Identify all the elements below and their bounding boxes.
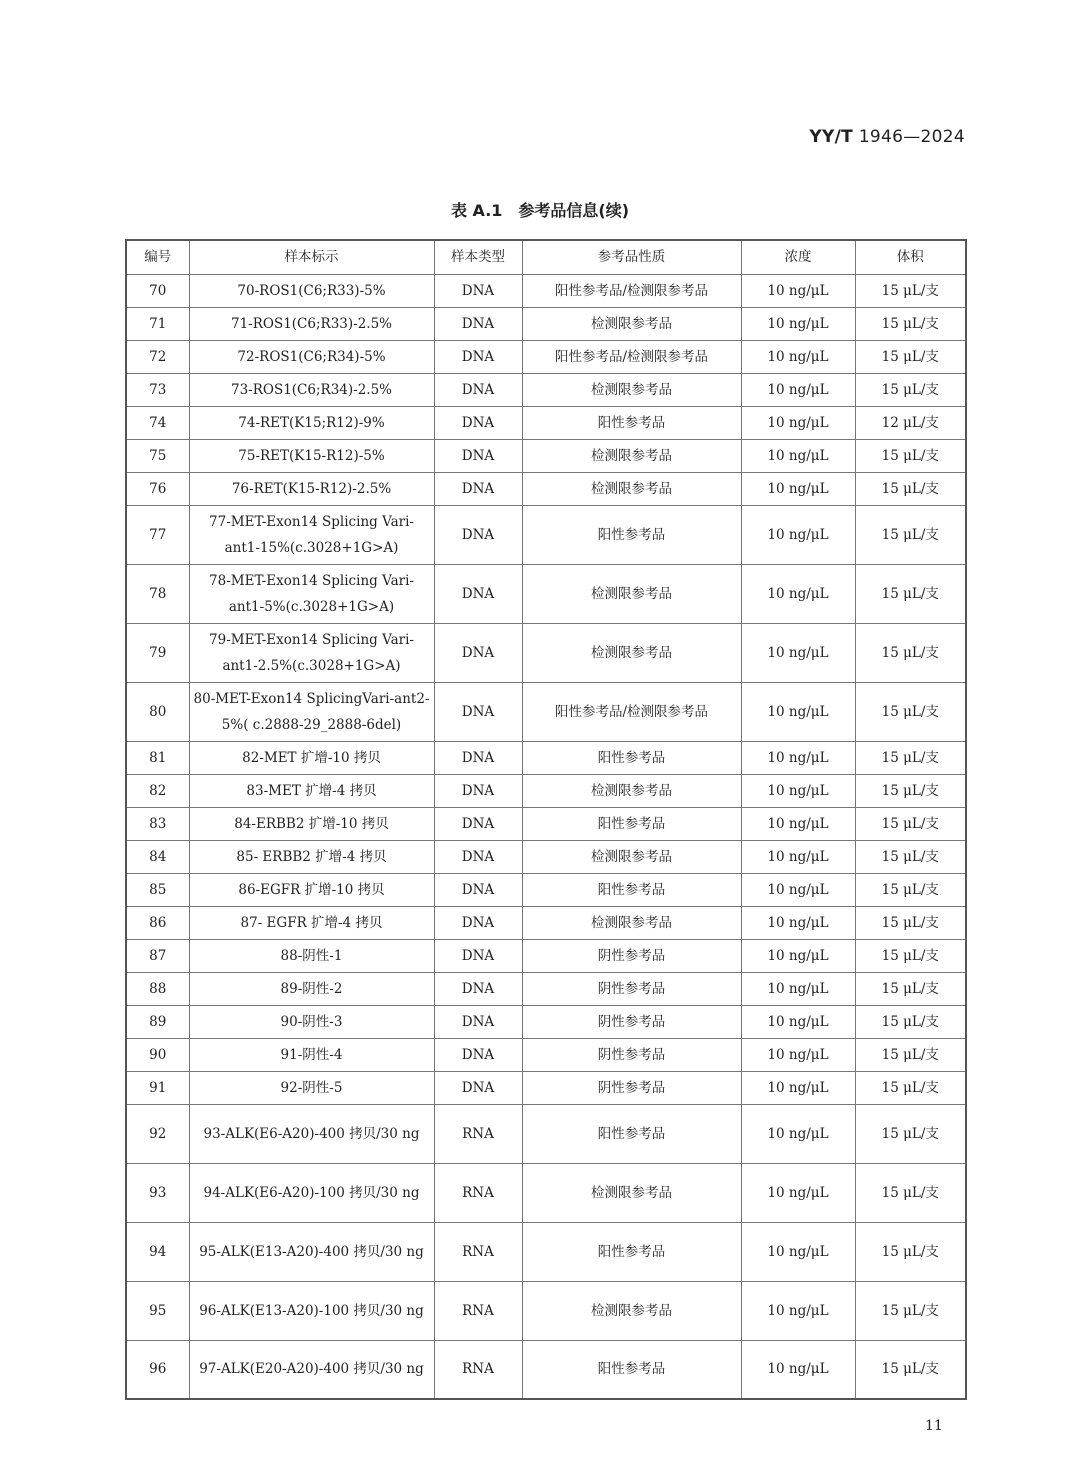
table-row xyxy=(126,505,966,564)
cell-volume: 15 μL/支 xyxy=(855,1038,966,1071)
cell-volume: 15 μL/支 xyxy=(855,1104,966,1163)
cell-sample-type: RNA xyxy=(434,1340,522,1399)
cell-number: 70 xyxy=(126,274,189,307)
cell-number: 85 xyxy=(126,873,189,906)
cell-number: 89 xyxy=(126,1005,189,1038)
cell-sample-type: DNA xyxy=(434,505,522,564)
cell-concentration: 10 ng/μL xyxy=(741,1163,855,1222)
table-row xyxy=(126,1340,966,1399)
cell-volume: 15 μL/支 xyxy=(855,1281,966,1340)
cell-sample-label: 95-ALK(E13-A20)-400 拷贝/30 ng xyxy=(189,1222,434,1281)
cell-property: 阳性参考品/检测限参考品 xyxy=(522,340,741,373)
page-number: 11 xyxy=(925,1418,943,1434)
cell-concentration: 10 ng/μL xyxy=(741,1340,855,1399)
cell-number: 82 xyxy=(126,774,189,807)
cell-volume: 15 μL/支 xyxy=(855,873,966,906)
cell-concentration: 10 ng/μL xyxy=(741,1281,855,1340)
cell-sample-type: DNA xyxy=(434,840,522,873)
cell-property: 阴性参考品 xyxy=(522,1038,741,1071)
cell-volume: 15 μL/支 xyxy=(855,807,966,840)
cell-property: 检测限参考品 xyxy=(522,564,741,623)
cell-property: 检测限参考品 xyxy=(522,1163,741,1222)
cell-concentration: 10 ng/μL xyxy=(741,807,855,840)
cell-property: 检测限参考品 xyxy=(522,840,741,873)
table-body xyxy=(126,274,966,1399)
cell-number: 81 xyxy=(126,741,189,774)
standard-code-prefix: YY/T xyxy=(809,127,854,147)
table-row xyxy=(126,840,966,873)
cell-sample-label: 78-MET-Exon14 Splicing Vari-ant1-5%(c.3028+1G>A) xyxy=(189,564,434,623)
cell-sample-label: 83-MET 扩增-4 拷贝 xyxy=(189,774,434,807)
cell-volume: 15 μL/支 xyxy=(855,564,966,623)
cell-number: 79 xyxy=(126,623,189,682)
table-row xyxy=(126,1071,966,1104)
table-row xyxy=(126,682,966,741)
cell-sample-label: 89-阴性-2 xyxy=(189,972,434,1005)
cell-sample-type: DNA xyxy=(434,682,522,741)
cell-sample-type: DNA xyxy=(434,623,522,682)
cell-property: 阴性参考品 xyxy=(522,1005,741,1038)
cell-sample-type: DNA xyxy=(434,274,522,307)
cell-sample-label: 93-ALK(E6-A20)-400 拷贝/30 ng xyxy=(189,1104,434,1163)
cell-property: 阳性参考品 xyxy=(522,873,741,906)
column-header: 参考品性质 xyxy=(522,240,741,274)
table-row xyxy=(126,1281,966,1340)
cell-volume: 15 μL/支 xyxy=(855,939,966,972)
cell-number: 72 xyxy=(126,340,189,373)
cell-sample-type: DNA xyxy=(434,741,522,774)
cell-property: 阳性参考品 xyxy=(522,505,741,564)
cell-concentration: 10 ng/μL xyxy=(741,1005,855,1038)
cell-property: 阴性参考品 xyxy=(522,1071,741,1104)
cell-property: 检测限参考品 xyxy=(522,472,741,505)
column-header: 体积 xyxy=(855,240,966,274)
table-row xyxy=(126,741,966,774)
table-row xyxy=(126,274,966,307)
cell-number: 75 xyxy=(126,439,189,472)
cell-sample-label: 94-ALK(E6-A20)-100 拷贝/30 ng xyxy=(189,1163,434,1222)
table-row xyxy=(126,1163,966,1222)
table-row xyxy=(126,406,966,439)
cell-volume: 15 μL/支 xyxy=(855,1222,966,1281)
cell-concentration: 10 ng/μL xyxy=(741,307,855,340)
table-row xyxy=(126,972,966,1005)
cell-sample-label: 76-RET(K15-R12)-2.5% xyxy=(189,472,434,505)
cell-property: 阳性参考品 xyxy=(522,741,741,774)
cell-number: 88 xyxy=(126,972,189,1005)
cell-sample-type: DNA xyxy=(434,939,522,972)
cell-sample-label: 70-ROS1(C6;R33)-5% xyxy=(189,274,434,307)
cell-volume: 15 μL/支 xyxy=(855,1163,966,1222)
cell-sample-label: 97-ALK(E20-A20)-400 拷贝/30 ng xyxy=(189,1340,434,1399)
cell-volume: 15 μL/支 xyxy=(855,1340,966,1399)
cell-volume: 15 μL/支 xyxy=(855,1071,966,1104)
cell-number: 73 xyxy=(126,373,189,406)
cell-sample-label: 82-MET 扩增-10 拷贝 xyxy=(189,741,434,774)
cell-volume: 15 μL/支 xyxy=(855,373,966,406)
cell-concentration: 10 ng/μL xyxy=(741,373,855,406)
column-header: 样本标示 xyxy=(189,240,434,274)
table-row xyxy=(126,472,966,505)
cell-sample-label: 74-RET(K15;R12)-9% xyxy=(189,406,434,439)
cell-concentration: 10 ng/μL xyxy=(741,906,855,939)
cell-volume: 15 μL/支 xyxy=(855,274,966,307)
cell-sample-label: 96-ALK(E13-A20)-100 拷贝/30 ng xyxy=(189,1281,434,1340)
cell-property: 阳性参考品 xyxy=(522,1340,741,1399)
cell-volume: 15 μL/支 xyxy=(855,774,966,807)
cell-sample-type: DNA xyxy=(434,472,522,505)
cell-volume: 15 μL/支 xyxy=(855,439,966,472)
cell-concentration: 10 ng/μL xyxy=(741,623,855,682)
cell-number: 86 xyxy=(126,906,189,939)
reference-info-table xyxy=(125,239,967,1400)
cell-concentration: 10 ng/μL xyxy=(741,274,855,307)
cell-concentration: 10 ng/μL xyxy=(741,439,855,472)
cell-property: 检测限参考品 xyxy=(522,373,741,406)
cell-number: 90 xyxy=(126,1038,189,1071)
cell-sample-type: DNA xyxy=(434,972,522,1005)
cell-sample-label: 71-ROS1(C6;R33)-2.5% xyxy=(189,307,434,340)
cell-property: 检测限参考品 xyxy=(522,774,741,807)
cell-sample-label: 85- ERBB2 扩增-4 拷贝 xyxy=(189,840,434,873)
cell-concentration: 10 ng/μL xyxy=(741,1104,855,1163)
cell-concentration: 10 ng/μL xyxy=(741,741,855,774)
column-header: 样本类型 xyxy=(434,240,522,274)
table-row xyxy=(126,340,966,373)
standard-code xyxy=(809,127,965,147)
cell-number: 84 xyxy=(126,840,189,873)
cell-sample-type: RNA xyxy=(434,1281,522,1340)
table-row xyxy=(126,1005,966,1038)
cell-sample-label: 92-阴性-5 xyxy=(189,1071,434,1104)
cell-concentration: 10 ng/μL xyxy=(741,840,855,873)
cell-sample-type: DNA xyxy=(434,774,522,807)
cell-volume: 15 μL/支 xyxy=(855,623,966,682)
cell-number: 83 xyxy=(126,807,189,840)
cell-sample-label: 86-EGFR 扩增-10 拷贝 xyxy=(189,873,434,906)
table-row xyxy=(126,373,966,406)
cell-property: 阳性参考品 xyxy=(522,1104,741,1163)
cell-property: 阳性参考品 xyxy=(522,807,741,840)
cell-concentration: 10 ng/μL xyxy=(741,1071,855,1104)
cell-sample-label: 84-ERBB2 扩增-10 拷贝 xyxy=(189,807,434,840)
cell-concentration: 10 ng/μL xyxy=(741,972,855,1005)
cell-sample-type: DNA xyxy=(434,307,522,340)
cell-volume: 15 μL/支 xyxy=(855,906,966,939)
cell-concentration: 10 ng/μL xyxy=(741,774,855,807)
cell-concentration: 10 ng/μL xyxy=(741,1038,855,1071)
cell-volume: 15 μL/支 xyxy=(855,307,966,340)
cell-sample-type: DNA xyxy=(434,564,522,623)
cell-sample-type: DNA xyxy=(434,406,522,439)
standard-code-number: 1946—2024 xyxy=(858,127,965,147)
table-row xyxy=(126,873,966,906)
cell-concentration: 10 ng/μL xyxy=(741,873,855,906)
cell-sample-label: 73-ROS1(C6;R34)-2.5% xyxy=(189,373,434,406)
cell-sample-type: DNA xyxy=(434,1038,522,1071)
cell-sample-type: RNA xyxy=(434,1163,522,1222)
table-row xyxy=(126,1038,966,1071)
cell-property: 阴性参考品 xyxy=(522,939,741,972)
cell-sample-type: DNA xyxy=(434,373,522,406)
table-header-row xyxy=(126,240,966,274)
cell-number: 93 xyxy=(126,1163,189,1222)
cell-concentration: 10 ng/μL xyxy=(741,406,855,439)
cell-number: 71 xyxy=(126,307,189,340)
cell-number: 92 xyxy=(126,1104,189,1163)
cell-concentration: 10 ng/μL xyxy=(741,1222,855,1281)
cell-sample-label: 91-阴性-4 xyxy=(189,1038,434,1071)
cell-property: 检测限参考品 xyxy=(522,906,741,939)
cell-sample-label: 75-RET(K15-R12)-5% xyxy=(189,439,434,472)
cell-sample-label: 79-MET-Exon14 Splicing Vari-ant1-2.5%(c.3028+1G>A) xyxy=(189,623,434,682)
cell-sample-type: RNA xyxy=(434,1104,522,1163)
table-row xyxy=(126,439,966,472)
cell-number: 95 xyxy=(126,1281,189,1340)
cell-sample-type: RNA xyxy=(434,1222,522,1281)
cell-sample-type: DNA xyxy=(434,439,522,472)
cell-volume: 15 μL/支 xyxy=(855,840,966,873)
cell-number: 77 xyxy=(126,505,189,564)
cell-concentration: 10 ng/μL xyxy=(741,564,855,623)
column-header: 浓度 xyxy=(741,240,855,274)
table-title: 表 A.1 参考品信息(续) xyxy=(450,201,630,220)
table-row xyxy=(126,807,966,840)
cell-number: 78 xyxy=(126,564,189,623)
cell-property: 阴性参考品 xyxy=(522,972,741,1005)
cell-property: 检测限参考品 xyxy=(522,439,741,472)
cell-number: 91 xyxy=(126,1071,189,1104)
cell-sample-type: DNA xyxy=(434,873,522,906)
cell-number: 74 xyxy=(126,406,189,439)
cell-volume: 15 μL/支 xyxy=(855,1005,966,1038)
cell-concentration: 10 ng/μL xyxy=(741,505,855,564)
cell-volume: 15 μL/支 xyxy=(855,741,966,774)
cell-property: 阳性参考品/检测限参考品 xyxy=(522,682,741,741)
cell-property: 检测限参考品 xyxy=(522,1281,741,1340)
cell-sample-type: DNA xyxy=(434,1071,522,1104)
cell-sample-label: 88-阴性-1 xyxy=(189,939,434,972)
cell-volume: 15 μL/支 xyxy=(855,472,966,505)
cell-volume: 15 μL/支 xyxy=(855,505,966,564)
cell-sample-label: 90-阴性-3 xyxy=(189,1005,434,1038)
table-row xyxy=(126,564,966,623)
cell-number: 76 xyxy=(126,472,189,505)
cell-number: 96 xyxy=(126,1340,189,1399)
cell-number: 80 xyxy=(126,682,189,741)
cell-volume: 15 μL/支 xyxy=(855,972,966,1005)
cell-volume: 15 μL/支 xyxy=(855,682,966,741)
cell-sample-label: 72-ROS1(C6;R34)-5% xyxy=(189,340,434,373)
cell-sample-type: DNA xyxy=(434,1005,522,1038)
table-row xyxy=(126,939,966,972)
cell-concentration: 10 ng/μL xyxy=(741,682,855,741)
cell-property: 阳性参考品 xyxy=(522,1222,741,1281)
cell-property: 阳性参考品 xyxy=(522,406,741,439)
table-row xyxy=(126,1222,966,1281)
cell-sample-label: 77-MET-Exon14 Splicing Vari-ant1-15%(c.3028+1G>A) xyxy=(189,505,434,564)
cell-sample-label: 87- EGFR 扩增-4 拷贝 xyxy=(189,906,434,939)
cell-property: 阳性参考品/检测限参考品 xyxy=(522,274,741,307)
cell-property: 检测限参考品 xyxy=(522,307,741,340)
cell-sample-label: 80-MET-Exon14 SplicingVari-ant2-5%( c.2888-29_2888-6del) xyxy=(189,682,434,741)
column-header: 编号 xyxy=(126,240,189,274)
table-row xyxy=(126,307,966,340)
cell-sample-type: DNA xyxy=(434,807,522,840)
table-row xyxy=(126,906,966,939)
cell-concentration: 10 ng/μL xyxy=(741,939,855,972)
cell-property: 检测限参考品 xyxy=(522,623,741,682)
cell-number: 87 xyxy=(126,939,189,972)
cell-number: 94 xyxy=(126,1222,189,1281)
cell-volume: 12 μL/支 xyxy=(855,406,966,439)
cell-sample-type: DNA xyxy=(434,906,522,939)
table-row xyxy=(126,623,966,682)
cell-volume: 15 μL/支 xyxy=(855,340,966,373)
cell-concentration: 10 ng/μL xyxy=(741,340,855,373)
cell-sample-type: DNA xyxy=(434,340,522,373)
table-row xyxy=(126,774,966,807)
table-row xyxy=(126,1104,966,1163)
cell-concentration: 10 ng/μL xyxy=(741,472,855,505)
